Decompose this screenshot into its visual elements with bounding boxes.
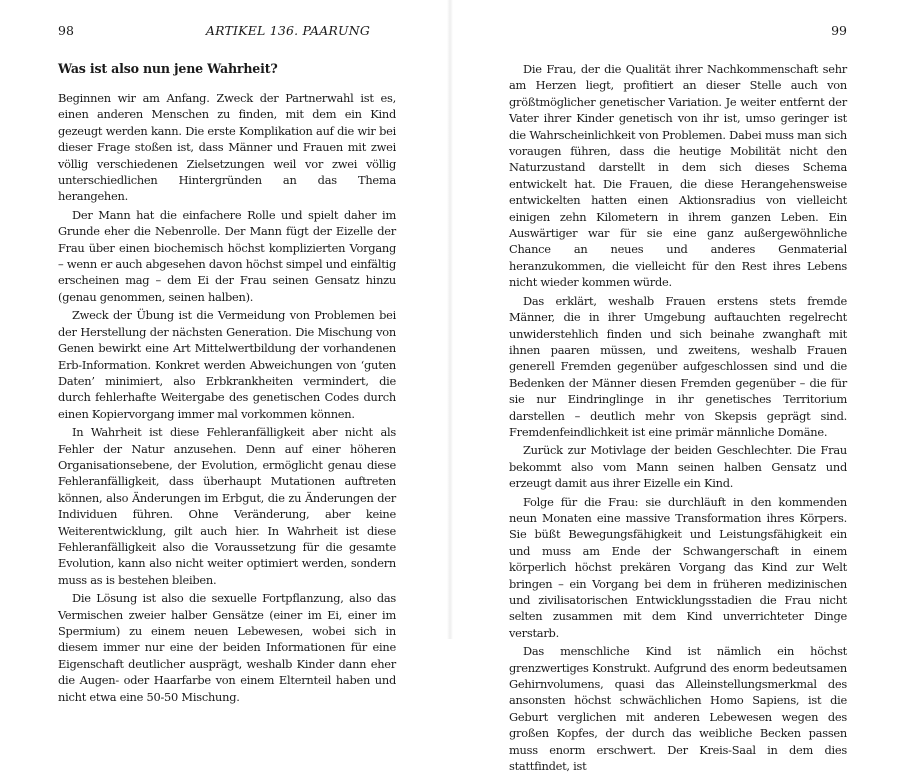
paragraph: Folge für die Frau: sie durchläuft in den kommenden neun Monaten eine massive Transformation ihres Körpers. Sie büßt Bewegungsfähigkeit und Leistungsfähigkeit ein und muss am Ende der Schwangerschaft in einem körperlich höchst prekären Vorgang das Kind zur Welt bringen – ein Vorgang bei dem in früheren medizinischen und zivilisatorischen Entwicklungsstadien die Frau nicht selten zusammen mit dem Kind unverrichteter Dinge verstarb. [509, 494, 847, 640]
paragraph: Zweck der Übung ist die Vermeidung von Problemen bei der Herstellung der nächsten Generation. Die Mischung von Genen bewirkt eine Art Mittelwertbildung der vorhandenen Erb-Information. Konkret werden Abweichungen von ‘guten Daten’ minimiert, also Erbkrankheiten vermindert, die durch fehlerhafte Weitergabe des genetischen Codes durch einen Kopiervorgang immer mal vorkommen können. [58, 308, 396, 421]
book-gutter [447, 0, 453, 639]
left-page [58, 0, 396, 704]
section-heading: Was ist also nun jene Wahrheit? [58, 61, 278, 76]
left-running-head [58, 23, 396, 39]
right-body-text [509, 61, 847, 776]
left-body-text [58, 61, 396, 707]
paragraph: Zurück zur Motivlage der beiden Geschlechter. Die Frau bekommt also vom Mann seinen halben Gensatz und erzeugt damit aus ihrer Eizelle ein Kind. [509, 443, 847, 491]
paragraph: Der Mann hat die einfachere Rolle und spielt daher im Grunde eher die Nebenrolle. Der Mann fügt der Eizelle der Frau über einen biochemisch höchst komplizierten Vorgang – wenn er auch abgesehen davon höchst simpel und einfältig erscheinen mag – dem Ei der Frau seinen Gensatz hinzu (genau genommen, seinen halben). [58, 207, 396, 304]
paragraph: Das erklärt, weshalb Frauen erstens stets fremde Männer, die in ihrer Umgebung auftauchten regelrecht unwiderstehlich finden und sich beinahe zwanghaft mit ihnen paaren müssen, und zweitens, weshalb Frauen generell Fremden gegenüber aufgeschlossen sind und die Bedenken der Männer diesen Fremden gegenüber – die für sie nur Eindringlinge in ihr genetisches Territorium darstellen – deutlich mehr von Skepsis geprägt sind. Fremdenfeindlichkeit ist eine primär männliche Domäne. [509, 293, 847, 439]
right-running-head [509, 23, 847, 39]
paragraph: Die Lösung ist also die sexuelle Fortpflanzung, also das Vermischen zweier halber Gensätze (einer im Ei, einer im Spermium) zu einem neuen Lebewesen, wobei sich in diesem immer nur eine der beiden Informationen für eine Eigenschaft deutlicher ausprägt, weshalb Kinder dann eher die Augen- oder Haarfarbe von einem Elternteil haben und nicht etwa eine 50-50 Mischung. [58, 591, 396, 704]
paragraph: Beginnen wir am Anfang. Zweck der Partnerwahl ist es, einen anderen Menschen zu finden, mit dem ein Kind gezeugt werden kann. Die erste Komplikation auf die wir bei dieser Frage stoßen ist, dass Männer und Frauen mit zwei völlig verschiedenen Zielsetzungen weil vor zwei völlig unterschiedlichen Hintergründen an das Thema herangehen. [58, 91, 396, 204]
right-page [509, 0, 847, 774]
paragraph: Das menschliche Kind ist nämlich ein höchst grenzwertiges Konstrukt. Aufgrund des enorm bedeutsamen Gehirnvolumens, quasi das Alleinstellungsmerkmal des ansonsten höchst schwächlichen Homo Sapiens, ist die Geburt verglichen mit anderen Lebewesen wegen des großen Kopfes, der durch das weibliche Becken passen muss enorm erschwert. Der Kreis-Saal in dem dies stattfindet, ist [509, 644, 847, 774]
right-page-number: 99 [831, 23, 847, 38]
paragraph: Die Frau, der die Qualität ihrer Nachkommenschaft sehr am Herzen liegt, profitiert an dieser Stelle auch von größtmöglicher genetischer Variation. Je weiter entfernt der Vater ihrer Kinder genetisch von ihr ist, umso geringer ist die Wahrscheinlichkeit von Problemen. Dabei muss man sich voraugen führen, dass die heutige Mobilität nicht den Naturzustand darstellt in dem sich dieses Schema entwickelt hat. Die Frauen, die diese Herangehensweise entwickelten hatten einen Aktionsradius von vielleicht einigen zehn Kilometern in ihrem ganzen Leben. Ein Auswärtiger war für sie eine ganz außergewöhnliche Chance an neues und anderes Genmaterial heranzukommen, die vielleicht für den Rest ihres Lebens nicht wieder kommen würde. [509, 62, 847, 290]
paragraph: In Wahrheit ist diese Fehleranfälligkeit aber nicht als Fehler der Natur anzusehen. Denn auf einer höheren Organisationsebene, der Evolution, ermöglicht genau diese Fehleranfälligkeit, dass überhaupt Mutationen auftreten können, also Änderungen im Erbgut, die zu Änderungen der Individuen führen. Ohne Veränderung, aber keine Weiterentwicklung, gilt auch hier. In Wahrheit ist diese Fehleranfälligkeit also die Voraussetzung für die gesamte Evolution, kann also nicht weiter optimiert werden, sondern muss as is bestehen bleiben. [58, 425, 396, 587]
chapter-title: ARTIKEL 136. PAARUNG [205, 23, 371, 38]
left-page-number: 98 [58, 23, 74, 38]
